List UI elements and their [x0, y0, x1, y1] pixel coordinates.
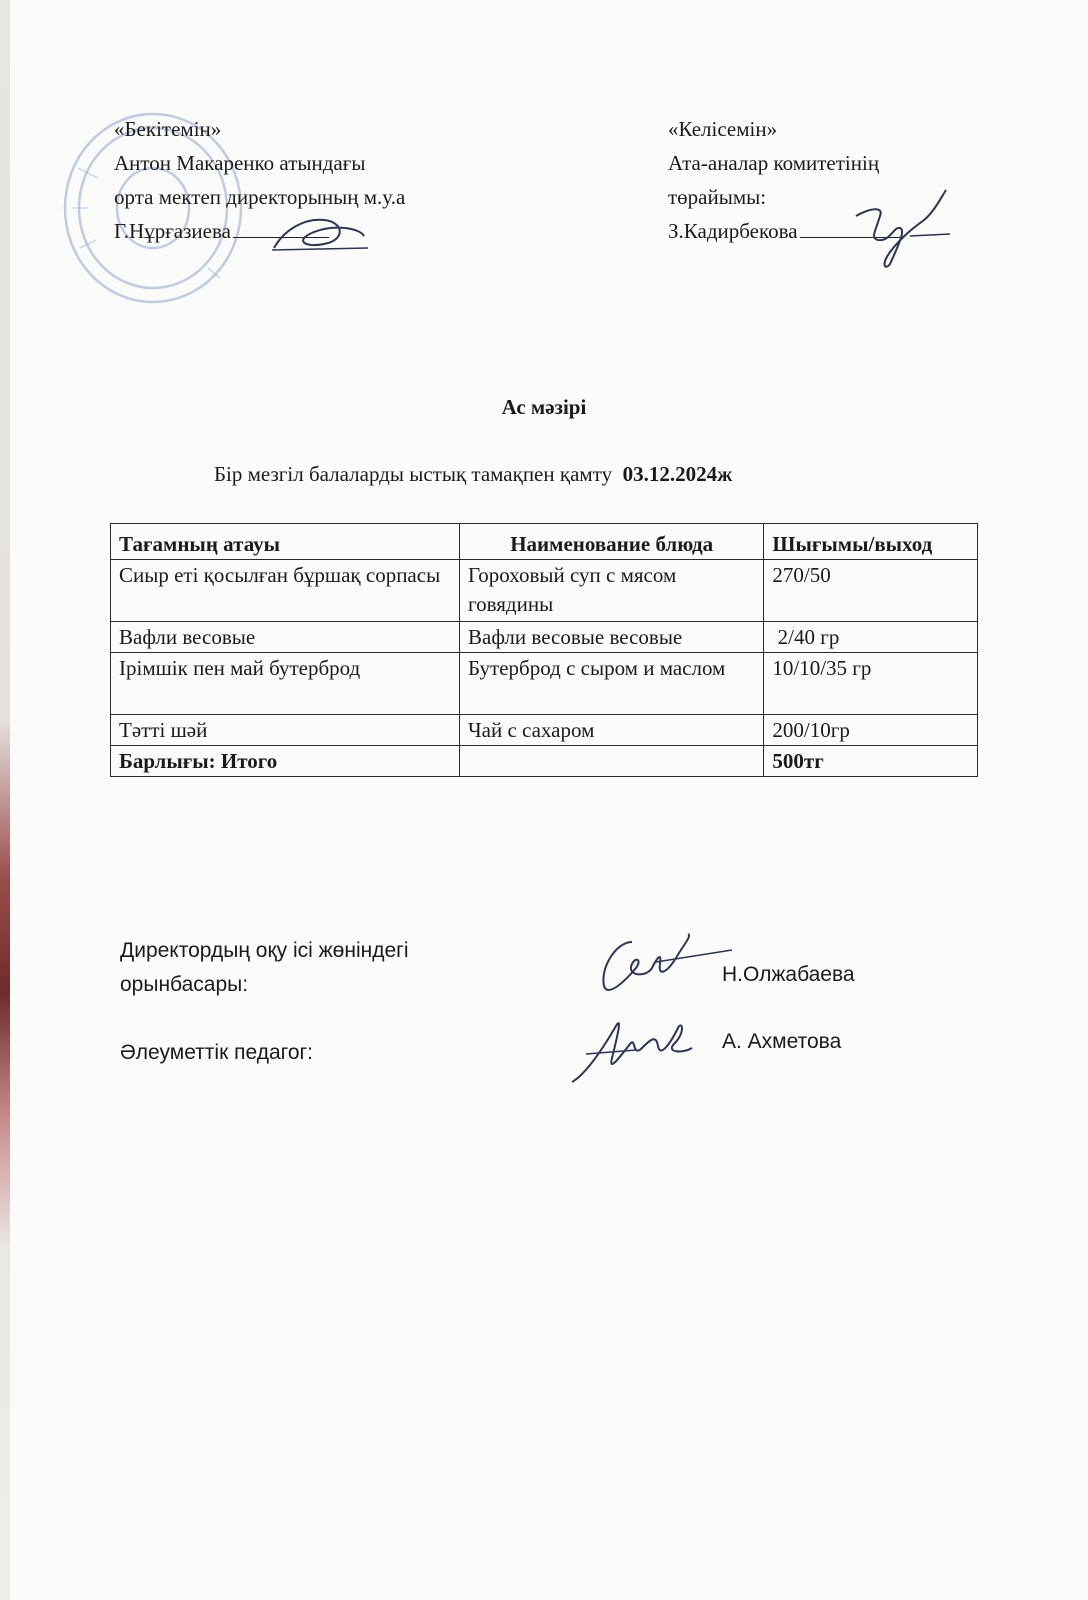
cell-kz-name: Вафли весовые	[111, 622, 460, 653]
cell-yield: 2/40 гр	[764, 622, 978, 653]
pedagogue-name: А. Ахметова	[722, 1030, 842, 1053]
photo-edge	[0, 0, 10, 1600]
cell-ru-name: Чай с сахаром	[460, 715, 764, 746]
table-header-row	[111, 524, 978, 560]
total-label: Барлығы: Итого	[111, 746, 460, 777]
deputy-name: Н.Олжабаева	[722, 963, 855, 986]
document-title: Ас мәзірі	[501, 395, 587, 419]
document-subtitle	[214, 462, 732, 487]
pedagogue-label: Әлеуметтік педагог:	[120, 1041, 313, 1064]
cell-yield: 270/50	[764, 560, 978, 622]
table-row	[111, 715, 978, 746]
table-row	[111, 622, 978, 653]
cell-yield: 200/10гр	[764, 715, 978, 746]
agreement-name: З.Кадирбекова	[668, 219, 798, 243]
cell-kz-name: Сиыр еті қосылған бұршақ сорпасы	[111, 560, 460, 622]
cell-ru-name: Бутерброд с сыром и маслом	[460, 653, 764, 715]
subtitle-date: 03.12.2024ж	[622, 462, 733, 486]
committee-signature	[850, 186, 954, 272]
approval-name: Г.Нұрғазиева	[114, 219, 231, 243]
total-ru	[460, 746, 764, 777]
pedagogue-signature	[566, 1014, 700, 1088]
agreement-heading: «Келісемін»	[668, 117, 778, 141]
deputy-label	[120, 934, 408, 1002]
header-ru-name: Наименование блюда	[460, 524, 764, 560]
approval-line-2: орта мектеп директорының м.у.а	[114, 185, 406, 209]
deputy-signature	[596, 928, 736, 998]
deputy-label-line-2: орынбасары:	[120, 973, 249, 996]
deputy-label-line-1: Директордың оқу ісі жөніндегі	[120, 939, 409, 962]
agreement-line-2: төрайымы:	[668, 185, 767, 209]
subtitle-text: Бір мезгіл балаларды ыстық тамақпен қамту	[214, 462, 613, 486]
cell-kz-name: Тәтті шәй	[111, 715, 460, 746]
cell-kz-name: Ірімшік пен май бутерброд	[111, 653, 460, 715]
cell-ru-name: Гороховый суп с мясом говядины	[460, 560, 764, 622]
director-signature	[264, 210, 374, 256]
agreement-line-1: Ата-аналар комитетінің	[668, 151, 880, 175]
approval-line-1: Антон Макаренко атындағы	[114, 151, 366, 175]
menu-table	[110, 523, 978, 777]
table-row	[111, 653, 978, 715]
header-yield: Шығымы/выход	[764, 524, 978, 560]
table-total-row	[111, 746, 978, 777]
header-kz-name: Тағамның атауы	[111, 524, 460, 560]
cell-ru-name: Вафли весовые весовые	[460, 622, 764, 653]
cell-yield: 10/10/35 гр	[764, 653, 978, 715]
table-row	[111, 560, 978, 622]
approval-heading: «Бекітемін»	[114, 117, 222, 141]
total-value: 500тг	[764, 746, 978, 777]
